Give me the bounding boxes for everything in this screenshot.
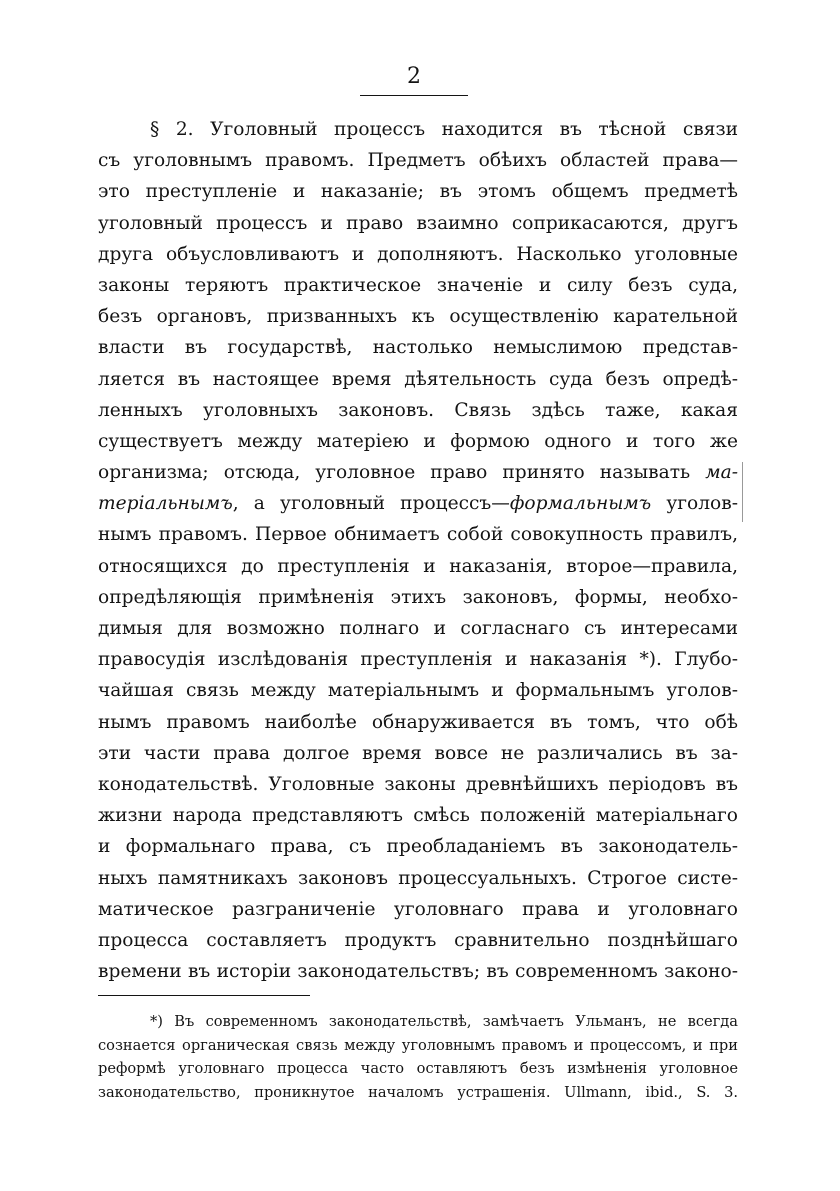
footnote-line: сознается органическая связь между уголовнымъ правомъ и процессомъ, и при	[98, 1036, 738, 1054]
text-line-with-italic	[98, 457, 738, 488]
footnote-line: *) Въ современномъ законодательствѣ, замѣчаетъ Ульманъ, не всегда	[150, 1013, 738, 1030]
main-text-block	[98, 114, 738, 987]
page-number: 2	[407, 64, 421, 89]
text-span: уголов-	[651, 493, 738, 515]
text-line: чайшая связь между матеріальнымъ и формальнымъ уголов-	[98, 680, 738, 702]
text-line: нымъ правомъ. Первое обнимаетъ собой совокупность правилъ,	[98, 524, 738, 546]
text-line: законы теряютъ практическое значеніе и силу безъ суда,	[98, 274, 738, 296]
italic-term: формальнымъ	[509, 493, 652, 515]
text-line: правосудія изслѣдованія преступленія и наказанія *). Глубо-	[98, 649, 738, 671]
italic-term: теріальнымъ	[98, 493, 233, 515]
text-line: жизни народа представляютъ смѣсь положеній матеріальнаго	[98, 805, 738, 827]
text-line: § 2. Уголовный процессъ находится въ тѣсной связи	[150, 119, 738, 140]
text-line: и формальнаго права, съ преобладаніемъ въ законодатель-	[98, 836, 738, 858]
text-line: это преступленіе и наказаніе; въ этомъ общемъ предметѣ	[98, 181, 738, 203]
text-line: опредѣляющія примѣненія этихъ законовъ, формы, необхо-	[98, 586, 738, 608]
text-line: димыя для возможно полнаго и согласнаго съ интересами	[98, 618, 738, 639]
italic-term: ма-	[705, 462, 738, 484]
text-line: съ уголовнымъ правомъ. Предметъ обѣихъ областей права—	[98, 150, 738, 172]
text-span: , а уголовный процессъ—	[232, 493, 510, 515]
text-line: процесса составляетъ продуктъ сравнительно позднѣйшаго	[98, 929, 738, 951]
text-line-with-italic	[98, 488, 738, 519]
footnote-line: законодательство, проникнутое началомъ устрашенія. Ullmann, ibid., S. 3.	[98, 1083, 738, 1101]
margin-mark	[742, 462, 753, 522]
text-line: ныхъ памятникахъ законовъ процессуальныхъ. Строгое систе-	[98, 867, 738, 889]
text-line: относящихся до преступленія и наказанія, второе—правила,	[98, 555, 738, 577]
text-line: конодательствѣ. Уголовные законы древнѣйшихъ періодовъ въ	[98, 773, 738, 795]
text-line: друга объусловливаютъ и дополняютъ. Насколько уголовные	[98, 243, 738, 265]
text-line: ленныхъ уголовныхъ законовъ. Связь здѣсь таже, какая	[98, 399, 738, 421]
text-line: безъ органовъ, призванныхъ къ осуществленію карательной	[98, 306, 738, 328]
text-line: матическое разграниченіе уголовнаго права и уголовнаго	[98, 898, 738, 920]
text-line: существуетъ между матеріею и формою одного и того же	[98, 430, 738, 452]
text-line: времени въ исторіи законодательствъ; въ современномъ законо-	[98, 961, 738, 983]
footnote-rule	[98, 995, 310, 996]
text-line: уголовный процессъ и право взаимно соприкасаются, другъ	[98, 212, 738, 234]
text-line: нымъ правомъ наиболѣе обнаруживается въ томъ, что обѣ	[98, 711, 738, 733]
text-span: организма; отсюда, уголовное право принято называть	[98, 462, 706, 484]
header-rule	[360, 95, 468, 96]
footnote-block	[98, 1010, 738, 1104]
text-line: власти въ государствѣ, настолько немыслимою представ-	[98, 337, 738, 359]
text-line: ляется въ настоящее время дѣятельность суда безъ опредѣ-	[98, 368, 738, 390]
footnote-line: реформѣ уголовнаго процесса часто оставляютъ безъ измѣненія уголовное	[98, 1060, 738, 1077]
text-line: эти части права долгое время вовсе не различались въ за-	[98, 742, 738, 764]
